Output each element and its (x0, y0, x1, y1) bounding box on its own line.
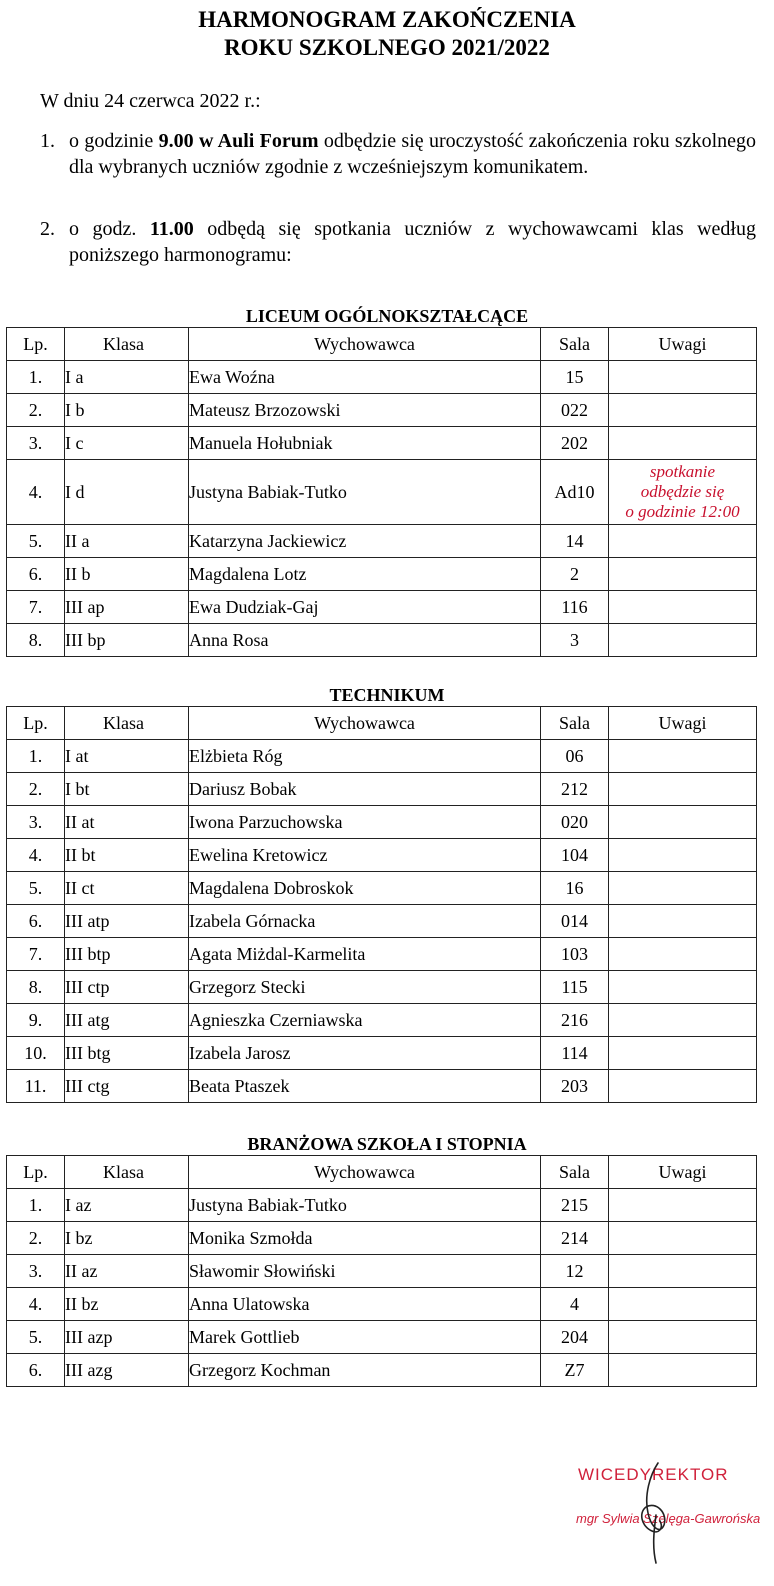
cell-uwagi (609, 740, 757, 773)
stamp-name: mgr Sylwia Szelęga-Gawrońska (576, 1511, 761, 1526)
table-header-row (7, 1156, 757, 1189)
header-sala: Sala (541, 328, 609, 361)
cell-uwagi (609, 427, 757, 460)
cell-klasa: III ap (65, 591, 189, 624)
note-line-1: spotkanie (649, 462, 716, 481)
cell-sala: 014 (541, 905, 609, 938)
cell-sala: 116 (541, 591, 609, 624)
cell-klasa: I c (65, 427, 189, 460)
cell-klasa: III atg (65, 1004, 189, 1037)
table-row (7, 971, 757, 1004)
cell-klasa: III azp (65, 1321, 189, 1354)
cell-wychowawca: Justyna Babiak-Tutko (189, 1189, 541, 1222)
table-row (7, 1189, 757, 1222)
table-row (7, 525, 757, 558)
cell-klasa: II ct (65, 872, 189, 905)
table-row (7, 591, 757, 624)
section-title-technikum: TECHNIKUM (329, 685, 445, 705)
cell-uwagi (609, 971, 757, 1004)
table-technikum (6, 706, 757, 1103)
cell-wychowawca: Ewa Dudziak-Gaj (189, 591, 541, 624)
cell-sala: 212 (541, 773, 609, 806)
cell-uwagi (609, 773, 757, 806)
cell-uwagi (609, 806, 757, 839)
cell-lp: 7. (7, 591, 65, 624)
cell-sala: Z7 (541, 1354, 609, 1387)
table-row (7, 427, 757, 460)
cell-klasa: I bt (65, 773, 189, 806)
table-row (7, 1255, 757, 1288)
table-row (7, 624, 757, 657)
item-1 (40, 128, 756, 180)
cell-uwagi (609, 1321, 757, 1354)
header-klasa: Klasa (65, 707, 189, 740)
cell-wychowawca: Dariusz Bobak (189, 773, 541, 806)
cell-uwagi (609, 361, 757, 394)
cell-uwagi (609, 905, 757, 938)
cell-lp: 11. (7, 1070, 65, 1103)
cell-sala: 16 (541, 872, 609, 905)
cell-sala: 202 (541, 427, 609, 460)
table-row (7, 1222, 757, 1255)
cell-wychowawca: Iwona Parzuchowska (189, 806, 541, 839)
cell-uwagi (609, 558, 757, 591)
cell-uwagi (609, 1354, 757, 1387)
cell-lp: 2. (7, 773, 65, 806)
cell-klasa: III ctp (65, 971, 189, 1004)
table-row (7, 740, 757, 773)
cell-klasa: I a (65, 361, 189, 394)
cell-sala: 020 (541, 806, 609, 839)
cell-klasa: II b (65, 558, 189, 591)
intro-date: W dniu 24 czerwca 2022 r.: (40, 90, 261, 112)
table-row (7, 806, 757, 839)
cell-wychowawca: Marek Gottlieb (189, 1321, 541, 1354)
table-row (7, 361, 757, 394)
cell-sala: Ad10 (541, 460, 609, 525)
header-sala: Sala (541, 707, 609, 740)
cell-wychowawca: Mateusz Brzozowski (189, 394, 541, 427)
cell-lp: 6. (7, 905, 65, 938)
cell-klasa: II bt (65, 839, 189, 872)
cell-wychowawca: Elżbieta Róg (189, 740, 541, 773)
title-line-1: HARMONOGRAM ZAKOŃCZENIA (198, 7, 576, 32)
page-title (0, 6, 774, 62)
cell-uwagi (609, 394, 757, 427)
stamp-role: WICEDYREKTOR (578, 1465, 729, 1484)
cell-uwagi (609, 624, 757, 657)
cell-lp: 10. (7, 1037, 65, 1070)
item-number: 2. (40, 218, 55, 240)
table-branzowa (6, 1155, 757, 1387)
cell-wychowawca: Agnieszka Czerniawska (189, 1004, 541, 1037)
header-wychowawca: Wychowawca (189, 1156, 541, 1189)
cell-sala: 3 (541, 624, 609, 657)
cell-lp: 4. (7, 1288, 65, 1321)
cell-lp: 2. (7, 394, 65, 427)
cell-wychowawca: Grzegorz Stecki (189, 971, 541, 1004)
cell-uwagi (609, 1189, 757, 1222)
header-lp: Lp. (7, 1156, 65, 1189)
cell-sala: 204 (541, 1321, 609, 1354)
cell-klasa: III btg (65, 1037, 189, 1070)
table-row (7, 773, 757, 806)
cell-uwagi (609, 1004, 757, 1037)
header-wychowawca: Wychowawca (189, 707, 541, 740)
cell-uwagi (609, 1037, 757, 1070)
table-header-row (7, 328, 757, 361)
cell-klasa: I at (65, 740, 189, 773)
cell-lp: 5. (7, 525, 65, 558)
cell-uwagi-note (609, 460, 757, 525)
cell-klasa: I bz (65, 1222, 189, 1255)
cell-lp: 8. (7, 971, 65, 1004)
cell-klasa: III bp (65, 624, 189, 657)
cell-sala: 022 (541, 394, 609, 427)
cell-klasa: II at (65, 806, 189, 839)
header-wychowawca: Wychowawca (189, 328, 541, 361)
header-sala: Sala (541, 1156, 609, 1189)
item-text: o godzinie (69, 130, 159, 152)
table-row (7, 1321, 757, 1354)
cell-lp: 9. (7, 1004, 65, 1037)
table-row (7, 872, 757, 905)
cell-lp: 3. (7, 1255, 65, 1288)
table-row (7, 1037, 757, 1070)
item-time: 9.00 (158, 130, 194, 152)
cell-wychowawca: Grzegorz Kochman (189, 1354, 541, 1387)
cell-klasa: II az (65, 1255, 189, 1288)
cell-wychowawca: Justyna Babiak-Tutko (189, 460, 541, 525)
cell-klasa: II a (65, 525, 189, 558)
cell-sala: 203 (541, 1070, 609, 1103)
table-row (7, 1070, 757, 1103)
cell-lp: 2. (7, 1222, 65, 1255)
cell-sala: 215 (541, 1189, 609, 1222)
cell-uwagi (609, 1070, 757, 1103)
cell-lp: 5. (7, 1321, 65, 1354)
cell-lp: 5. (7, 872, 65, 905)
item-text: odbędzie się uroczystość zakończenia roku szkolnego dla wybranych uczniów zgodnie z wcześniejszym komunikatem. (69, 130, 757, 178)
section-title-liceum: LICEUM OGÓLNOKSZTAŁCĄCE (245, 306, 529, 326)
note-line-3: o godzinie 12:00 (625, 502, 740, 521)
cell-wychowawca: Anna Ulatowska (189, 1288, 541, 1321)
cell-sala: 104 (541, 839, 609, 872)
header-klasa: Klasa (65, 328, 189, 361)
cell-klasa: II bz (65, 1288, 189, 1321)
cell-uwagi (609, 591, 757, 624)
header-lp: Lp. (7, 707, 65, 740)
note-line-2: odbędzie się (640, 482, 725, 501)
cell-wychowawca: Ewa Woźna (189, 361, 541, 394)
table-header-row (7, 707, 757, 740)
cell-lp: 3. (7, 806, 65, 839)
cell-wychowawca: Katarzyna Jackiewicz (189, 525, 541, 558)
table-liceum (6, 327, 757, 657)
cell-sala: 114 (541, 1037, 609, 1070)
item-number: 1. (40, 130, 55, 152)
cell-lp: 1. (7, 361, 65, 394)
cell-wychowawca: Beata Ptaszek (189, 1070, 541, 1103)
cell-uwagi (609, 525, 757, 558)
cell-wychowawca: Izabela Jarosz (189, 1037, 541, 1070)
cell-lp: 4. (7, 460, 65, 525)
cell-wychowawca: Agata Miżdal-Karmelita (189, 938, 541, 971)
cell-sala: 2 (541, 558, 609, 591)
table-row (7, 460, 757, 525)
title-line-2: ROKU SZKOLNEGO 2021/2022 (224, 35, 550, 60)
cell-lp: 4. (7, 839, 65, 872)
header-klasa: Klasa (65, 1156, 189, 1189)
table-row (7, 938, 757, 971)
cell-lp: 6. (7, 1354, 65, 1387)
header-lp: Lp. (7, 328, 65, 361)
cell-lp: 3. (7, 427, 65, 460)
cell-lp: 7. (7, 938, 65, 971)
cell-sala: 4 (541, 1288, 609, 1321)
cell-lp: 1. (7, 1189, 65, 1222)
table-row (7, 839, 757, 872)
header-uwagi: Uwagi (609, 707, 757, 740)
cell-uwagi (609, 1222, 757, 1255)
cell-sala: 103 (541, 938, 609, 971)
item-place: w Auli Forum (198, 130, 319, 152)
cell-uwagi (609, 1288, 757, 1321)
cell-sala: 214 (541, 1222, 609, 1255)
cell-sala: 06 (541, 740, 609, 773)
cell-klasa: III atp (65, 905, 189, 938)
item-text: o godz. (69, 218, 150, 240)
cell-sala: 14 (541, 525, 609, 558)
cell-wychowawca: Sławomir Słowiński (189, 1255, 541, 1288)
header-uwagi: Uwagi (609, 328, 757, 361)
cell-wychowawca: Magdalena Dobroskok (189, 872, 541, 905)
table-row (7, 905, 757, 938)
cell-lp: 8. (7, 624, 65, 657)
section-title-branzowa: BRANŻOWA SZKOŁA I STOPNIA (247, 1134, 527, 1154)
cell-klasa: III ctg (65, 1070, 189, 1103)
table-row (7, 1004, 757, 1037)
header-uwagi: Uwagi (609, 1156, 757, 1189)
cell-wychowawca: Manuela Hołubniak (189, 427, 541, 460)
cell-klasa: III azg (65, 1354, 189, 1387)
item-body (69, 128, 756, 180)
cell-lp: 6. (7, 558, 65, 591)
cell-wychowawca: Magdalena Lotz (189, 558, 541, 591)
item-body (69, 216, 756, 268)
item-time: 11.00 (149, 218, 194, 240)
cell-sala: 115 (541, 971, 609, 1004)
cell-wychowawca: Anna Rosa (189, 624, 541, 657)
cell-wychowawca: Izabela Górnacka (189, 905, 541, 938)
cell-klasa: I d (65, 460, 189, 525)
item-text: odbędą się spotkania uczniów z wychowawcami klas według poniższego harmonogramu: (69, 218, 756, 266)
item-2 (40, 216, 756, 268)
cell-uwagi (609, 1255, 757, 1288)
table-row (7, 1354, 757, 1387)
table-row (7, 558, 757, 591)
table-row (7, 1288, 757, 1321)
handwritten-signature-icon (560, 1455, 774, 1565)
cell-uwagi (609, 872, 757, 905)
cell-wychowawca: Monika Szmołda (189, 1222, 541, 1255)
cell-sala: 216 (541, 1004, 609, 1037)
cell-lp: 1. (7, 740, 65, 773)
cell-sala: 15 (541, 361, 609, 394)
cell-klasa: I b (65, 394, 189, 427)
cell-klasa: I az (65, 1189, 189, 1222)
signature-stamp (560, 1455, 774, 1565)
cell-uwagi (609, 839, 757, 872)
cell-klasa: III btp (65, 938, 189, 971)
cell-sala: 12 (541, 1255, 609, 1288)
cell-wychowawca: Ewelina Kretowicz (189, 839, 541, 872)
cell-uwagi (609, 938, 757, 971)
table-row (7, 394, 757, 427)
